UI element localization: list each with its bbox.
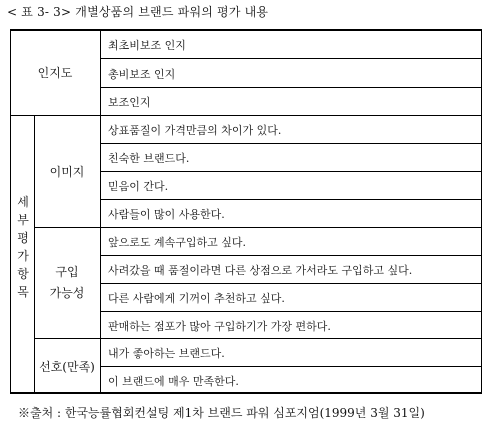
recognition-item: 보조인지	[108, 96, 151, 109]
item-column-divider	[100, 29, 101, 394]
purchase-item: 판매하는 점포가 많아 구입하기가 가장 편하다.	[108, 320, 331, 333]
row-divider	[100, 58, 482, 59]
table-caption: < 표 3- 3> 개별상품의 브랜드 파워의 평가 내용	[7, 5, 269, 19]
row-divider	[100, 199, 482, 200]
category-purchase-line1: 구입	[55, 265, 79, 279]
detail-evaluation-label: 세 부 평 가 항 목	[17, 195, 29, 299]
category-preference: 선호(만족)	[39, 360, 95, 374]
row-divider	[100, 143, 482, 144]
purchase-item: 사려갔을 때 품절이라면 다른 상점으로 가서라도 구입하고 싶다.	[108, 264, 413, 277]
row-divider	[100, 311, 482, 312]
section-divider	[10, 115, 482, 116]
image-item: 사람들이 많이 사용한다.	[108, 208, 225, 221]
recognition-item: 최초비보조 인지	[108, 39, 186, 52]
table-frame	[10, 29, 482, 394]
category-purchase-line2: 가능성	[49, 286, 85, 300]
table-right-border	[481, 29, 482, 394]
row-divider	[100, 255, 482, 256]
purchase-item: 다른 사람에게 기꺼이 추천하고 싶다.	[108, 292, 285, 305]
category-recognition: 인지도	[37, 66, 73, 80]
row-divider	[100, 171, 482, 172]
image-item: 친숙한 브랜드다.	[108, 152, 190, 165]
table-left-border	[10, 29, 11, 394]
source-note: ※출처 : 한국능률협회컨설팅 제1차 브랜드 파워 심포지엄(1999년 3월 31일)	[18, 406, 425, 420]
category-image: 이미지	[49, 165, 85, 179]
section-divider	[34, 338, 482, 339]
image-item: 믿음이 간다.	[108, 180, 169, 193]
preference-item: 내가 좋아하는 브랜드다.	[108, 347, 225, 360]
row-divider	[100, 283, 482, 284]
recognition-item: 총비보조 인지	[108, 68, 176, 81]
row-divider	[100, 87, 482, 88]
preference-item: 이 브랜드에 매우 만족한다.	[108, 375, 239, 388]
purchase-item: 앞으로도 계속구입하고 싶다.	[108, 236, 247, 249]
detail-column-divider	[34, 115, 35, 394]
image-item: 상표품질이 가격만큼의 차이가 있다.	[108, 124, 282, 137]
section-divider	[34, 227, 482, 228]
row-divider	[100, 366, 482, 367]
